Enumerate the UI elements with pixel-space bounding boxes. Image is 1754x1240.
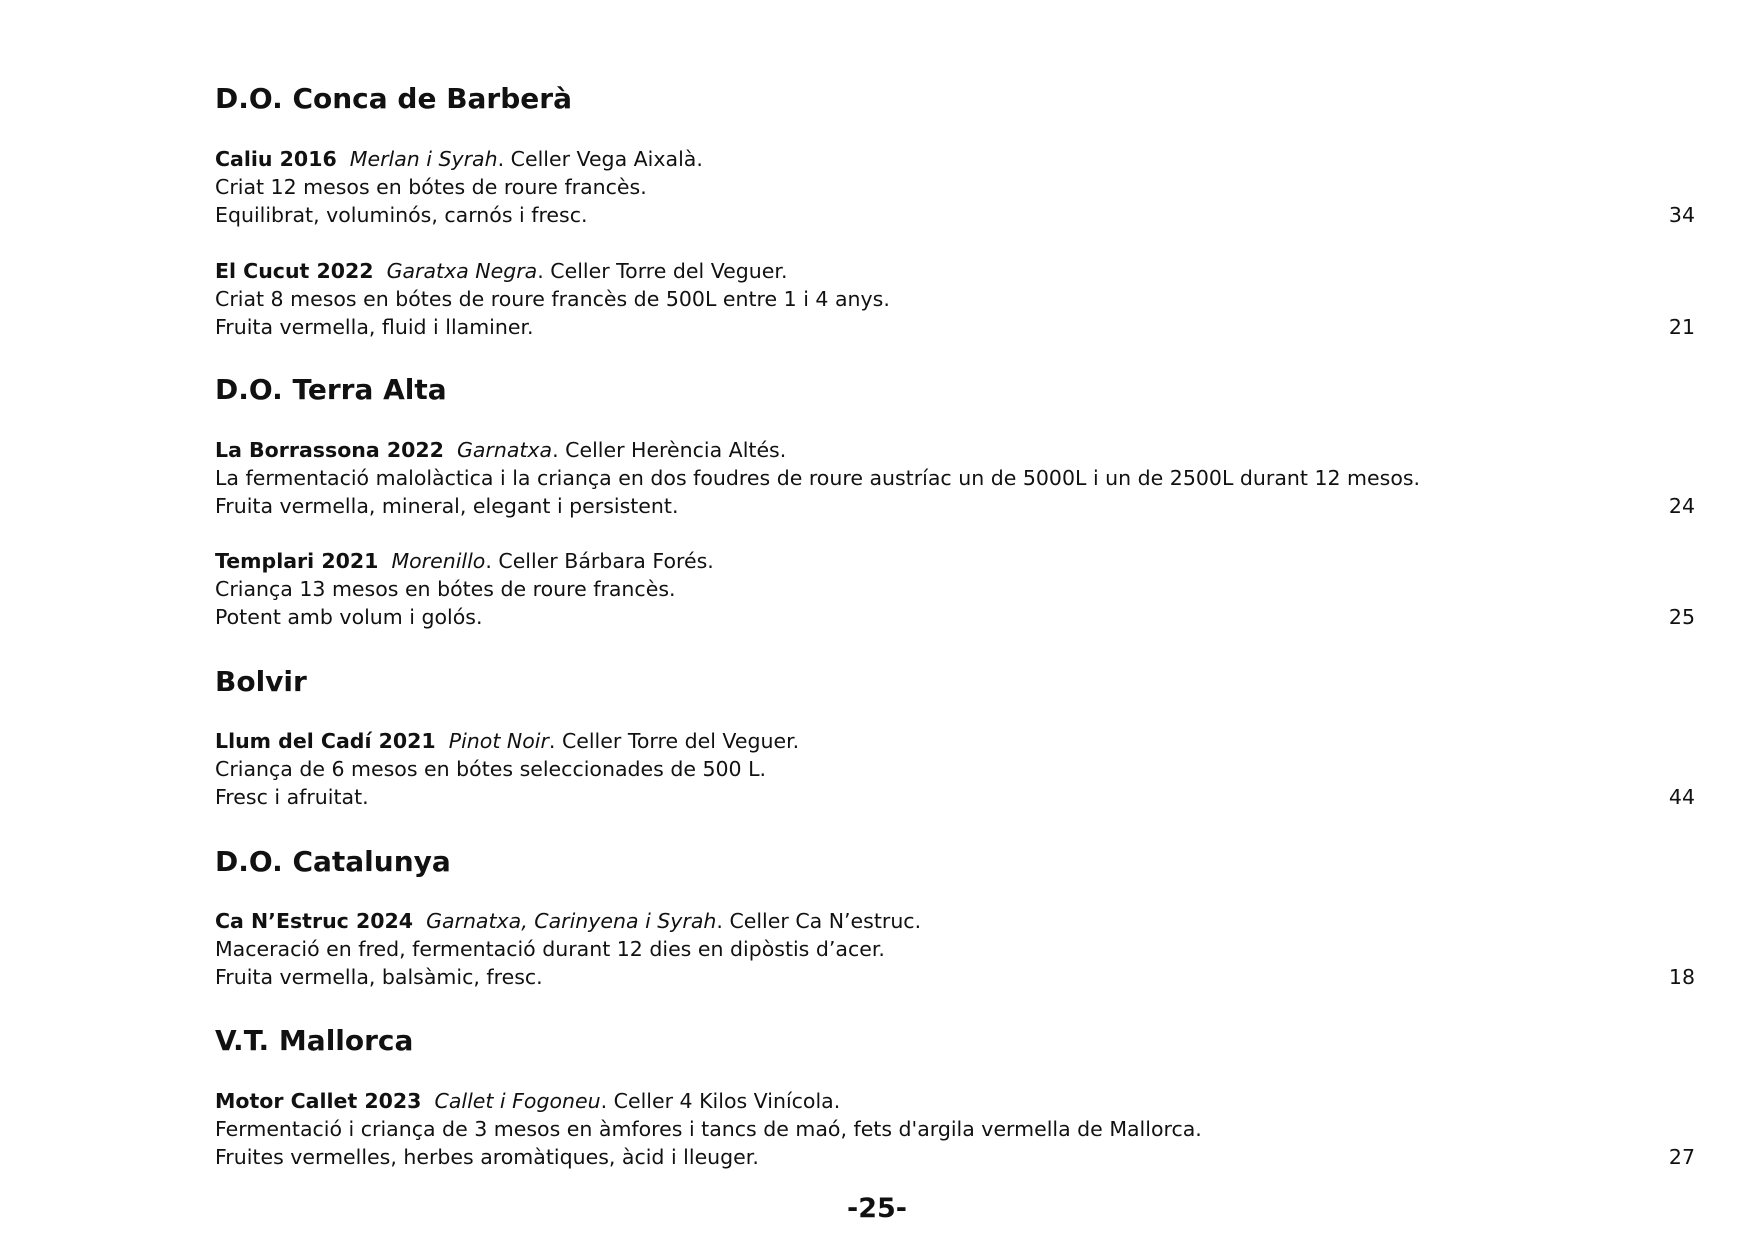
section-title-bolvir: Bolvir [215,665,307,698]
wine-cellar: . Celler Herència Altés. [552,438,787,462]
wine-notes: Fruites vermelles, herbes aromàtiques, àcid i lleuger. [215,1145,759,1169]
wine-notes: Fruita vermella, mineral, elegant i persistent. [215,494,679,518]
wine-header [215,436,1695,464]
wine-entry-motor-callet [215,1087,1695,1171]
wine-cellar: . Celler Bárbara Forés. [485,549,714,573]
wine-header [215,727,1695,755]
page-number: -25- [847,1193,907,1224]
wine-header [215,1087,1695,1115]
wine-price: 44 [1668,785,1695,809]
section-title-terra-alta: D.O. Terra Alta [215,373,447,406]
wine-notes: Equilibrat, voluminós, carnós i fresc. [215,203,588,227]
section-title-mallorca: V.T. Mallorca [215,1024,414,1057]
wine-grape: Garnatxa, Carinyena i Syrah [426,909,717,933]
wine-grape: Morenillo [391,549,486,573]
section-title-conca-de-barbera: D.O. Conca de Barberà [215,82,572,115]
wine-aging: Criança 13 mesos en bótes de roure francès. [215,577,676,601]
wine-entry-templari [215,547,1695,631]
wine-name: Templari 2021 [215,549,379,573]
wine-cellar: . Celler 4 Kilos Vinícola. [600,1089,841,1113]
wine-name: Llum del Cadí 2021 [215,729,436,753]
wine-entry-caliu [215,145,1695,229]
wine-cellar: . Celler Torre del Veguer. [548,729,800,753]
wine-grape: Garnatxa [456,438,553,462]
wine-aging: Criança de 6 mesos en bótes seleccionades de 500 L. [215,757,767,781]
wine-entry-llum-del-cadi [215,727,1695,811]
wine-aging: Fermentació i criança de 3 mesos en àmfores i tancs de maó, fets d'argila vermella de Mallorca. [215,1117,1202,1141]
wine-header [215,145,1695,173]
wine-name: Ca N’Estruc 2024 [215,909,414,933]
wine-name: Motor Callet 2023 [215,1089,422,1113]
wine-aging: Criat 12 mesos en bótes de roure francès. [215,175,647,199]
wine-price: 18 [1668,965,1695,989]
wine-grape: Callet i Fogoneu [434,1089,601,1113]
wine-entry-el-cucut [215,257,1695,341]
section-title-catalunya: D.O. Catalunya [215,845,451,878]
wine-entry-ca-nestruc [215,907,1695,991]
wine-entry-la-borrassona [215,436,1695,520]
wine-name: La Borrassona 2022 [215,438,444,462]
wine-price: 21 [1668,315,1695,339]
wine-cellar: . Celler Torre del Veguer. [537,259,788,283]
wine-aging: Criat 8 mesos en bótes de roure francès de 500L entre 1 i 4 anys. [215,287,890,311]
wine-notes: Fresc i afruitat. [215,785,369,809]
wine-price: 25 [1668,605,1695,629]
wine-notes: Fruita vermella, fluid i llaminer. [215,315,534,339]
wine-name: El Cucut 2022 [215,259,374,283]
wine-cellar: . Celler Vega Aixalà. [497,147,703,171]
wine-notes: Potent amb volum i golós. [215,605,483,629]
wine-header [215,907,1695,935]
wine-price: 24 [1668,494,1695,518]
wine-aging: La fermentació malolàctica i la criança en dos foudres de roure austríac un de 5000L i un de 2500L durant 12 mesos. [215,466,1421,490]
wine-aging: Maceració en fred, fermentació durant 12 dies en dipòstis d’acer. [215,937,885,961]
wine-price: 34 [1668,203,1695,227]
wine-cellar: . Celler Ca N’estruc. [716,909,922,933]
wine-name: Caliu 2016 [215,147,337,171]
wine-header [215,547,1695,575]
wine-grape: Garatxa Negra [386,259,538,283]
wine-grape: Merlan i Syrah [349,147,498,171]
wine-notes: Fruita vermella, balsàmic, fresc. [215,965,543,989]
wine-price: 27 [1668,1145,1695,1169]
wine-grape: Pinot Noir [448,729,549,753]
wine-header [215,257,1695,285]
